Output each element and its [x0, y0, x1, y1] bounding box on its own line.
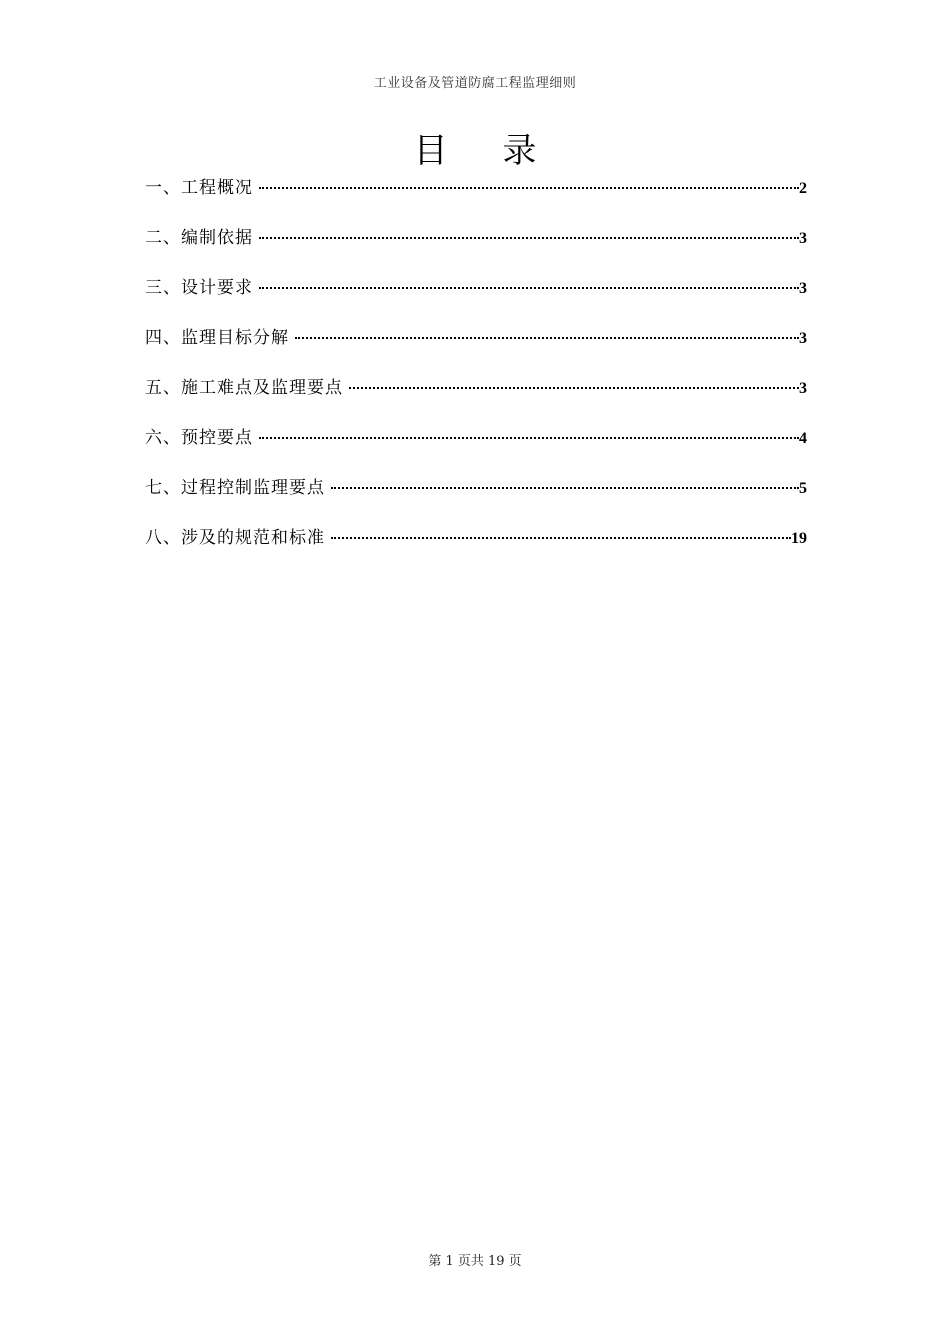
toc-entry-label: 一、工程概况 [145, 178, 253, 198]
toc-leader-dots [259, 287, 799, 289]
toc-leader-dots [349, 387, 799, 389]
toc-leader-dots [259, 237, 799, 239]
toc-entry-page: 3 [799, 230, 807, 247]
toc-entry-page: 3 [799, 330, 807, 347]
toc-leader-dots [295, 337, 799, 339]
page-number-footer: 第 1 页共 19 页 [428, 1254, 522, 1269]
toc-entry-page: 3 [799, 380, 807, 397]
toc-entry-label: 三、设计要求 [145, 278, 253, 298]
toc-entry-label: 四、监理目标分解 [145, 328, 289, 348]
toc-entry-label: 五、施工难点及监理要点 [145, 378, 343, 398]
running-header: 工业设备及管道防腐工程监理细则 [373, 76, 577, 91]
table-of-contents [145, 175, 807, 575]
toc-entry[interactable] [145, 375, 807, 425]
toc-entry-page: 2 [799, 180, 807, 197]
toc-entry[interactable] [145, 175, 807, 225]
toc-entry[interactable] [145, 325, 807, 375]
toc-leader-dots [259, 187, 799, 189]
toc-entry-page: 3 [799, 280, 807, 297]
toc-entry-page: 19 [791, 530, 807, 547]
toc-entry[interactable] [145, 525, 807, 575]
toc-leader-dots [331, 487, 799, 489]
toc-entry[interactable] [145, 425, 807, 475]
toc-entry-label: 七、过程控制监理要点 [145, 478, 325, 498]
toc-entry[interactable] [145, 225, 807, 275]
toc-entry[interactable] [145, 475, 807, 525]
toc-leader-dots [259, 437, 799, 439]
toc-entry-label: 六、预控要点 [145, 428, 253, 448]
toc-title: 目 录 [413, 130, 559, 171]
toc-entry-label: 二、编制依据 [145, 228, 253, 248]
toc-entry[interactable] [145, 275, 807, 325]
toc-entry-label: 八、涉及的规范和标准 [145, 528, 325, 548]
toc-entry-page: 4 [799, 430, 807, 447]
toc-leader-dots [331, 537, 791, 539]
toc-entry-page: 5 [799, 480, 807, 497]
